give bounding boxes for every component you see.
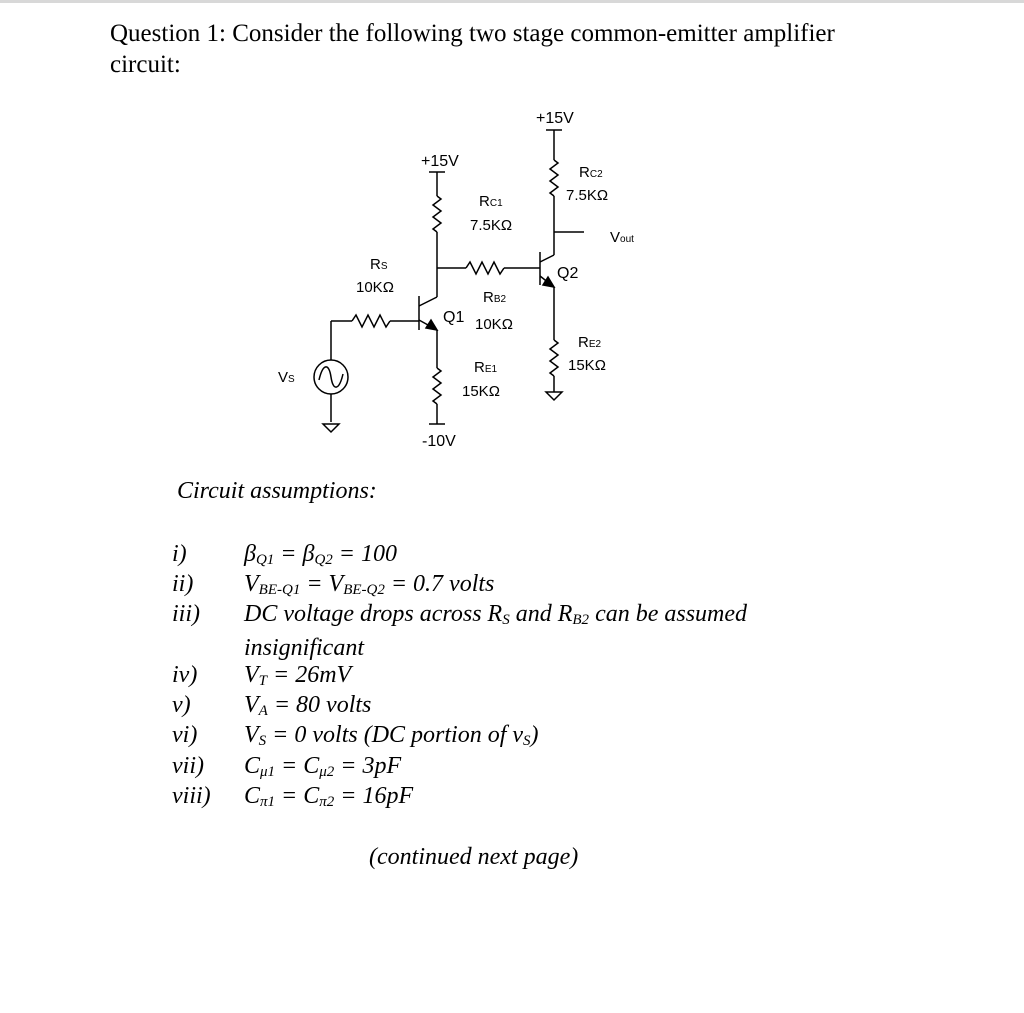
rb2-label: RB2 <box>483 289 507 306</box>
ac-wave-icon <box>319 367 343 387</box>
assumption-subscript: μ2 <box>319 764 335 780</box>
assumption-number: v) <box>172 692 191 718</box>
re1-label: RE1 <box>474 359 498 376</box>
assumption-text-part: = β <box>274 541 315 567</box>
assumption-number: vii) <box>172 753 204 779</box>
assumption-text-part: V <box>244 662 259 688</box>
re2-value: 15KΩ <box>568 357 606 374</box>
assumption-subscript: S <box>523 733 531 749</box>
assumption-subscript: S <box>502 612 510 628</box>
assumption-text-part: V <box>244 722 259 748</box>
q2-transistor <box>540 252 554 287</box>
assumption-text-part: β <box>244 541 256 567</box>
re2-resistor <box>550 340 558 376</box>
assumption-text-part: = 0.7 volts <box>384 571 495 597</box>
assumption-subscript: π1 <box>260 794 276 810</box>
assumption-text-part: and R <box>509 601 573 627</box>
assumption-text-part: C <box>244 753 261 779</box>
assumption-text <box>244 782 844 816</box>
assumption-number: iii) <box>172 601 200 627</box>
assumption-text-part: DC voltage drops across R <box>244 601 503 627</box>
neg-supply-label: -10V <box>422 433 456 450</box>
assumption-subscript: S <box>258 733 267 749</box>
assumption-text-part: = 80 volts <box>267 692 372 718</box>
rc2-value: 7.5KΩ <box>566 187 609 204</box>
assumption-text <box>244 691 844 725</box>
assumption-text <box>244 721 844 755</box>
q1-supply-label: +15V <box>421 153 459 170</box>
assumption-text-part: V <box>244 571 259 597</box>
vs-label: VS <box>278 369 295 386</box>
assumption-text <box>244 661 844 695</box>
q2-supply-rail <box>546 130 562 160</box>
assumption-text-part: = 0 volts (DC portion of v <box>266 722 524 748</box>
rc2-resistor <box>550 160 558 196</box>
assumption-number: ii) <box>172 571 194 597</box>
assumption-text-part: ) <box>530 722 539 748</box>
rs-label: RS <box>370 256 388 273</box>
rs-resistor <box>352 315 390 327</box>
assumption-subscript: A <box>258 703 268 719</box>
assumption-number: viii) <box>172 783 211 809</box>
amplifier-circuit-diagram <box>0 0 1024 470</box>
question-line-2: circuit: <box>110 51 181 78</box>
rb2-resistor <box>466 262 504 274</box>
rc2-label: RC2 <box>579 164 603 181</box>
q1-supply-rail <box>429 172 445 196</box>
q1-label: Q1 <box>443 309 465 326</box>
assumption-subscript: B2 <box>572 612 590 628</box>
assumption-text-part: = 100 <box>332 541 397 567</box>
assumption-text-part: = 16pF <box>334 783 414 809</box>
assumption-text-part: = 3pF <box>334 753 402 779</box>
assumption-text-part: = 26mV <box>267 662 352 688</box>
q1-transistor <box>419 296 437 330</box>
continued-note: (continued next page) <box>369 844 579 870</box>
assumption-text-part: V <box>244 692 259 718</box>
assumption-text-part: = C <box>275 783 320 809</box>
q2-label: Q2 <box>557 265 579 282</box>
assumption-text <box>244 540 844 574</box>
assumptions-heading: Circuit assumptions: <box>177 478 377 504</box>
assumption-text-part: = V <box>300 571 344 597</box>
re2-label: RE2 <box>578 334 602 351</box>
assumption-subscript: Q1 <box>255 552 275 568</box>
assumption-text-part: C <box>244 783 261 809</box>
question-line-1: Question 1: Consider the following two stage common-emitter amplifier <box>110 20 835 47</box>
assumption-number: vi) <box>172 722 198 748</box>
ground-icon <box>323 424 339 432</box>
assumption-text-part: can be assumed insignificant <box>244 601 748 661</box>
assumption-subscript: T <box>258 673 268 689</box>
assumption-subscript: BE-Q1 <box>258 582 301 598</box>
assumption-text-part: = C <box>275 753 320 779</box>
assumption-subscript: Q2 <box>314 552 333 568</box>
assumption-text <box>244 752 844 786</box>
rc1-resistor <box>433 196 441 232</box>
ground-icon <box>546 392 562 400</box>
assumption-number: iv) <box>172 662 198 688</box>
rb2-value: 10KΩ <box>475 316 513 333</box>
assumption-text <box>244 570 844 604</box>
rs-value: 10KΩ <box>356 279 394 296</box>
assumption-number: i) <box>172 541 187 567</box>
rc1-value: 7.5KΩ <box>470 217 513 234</box>
assumption-subscript: π2 <box>319 794 335 810</box>
assumption-subscript: BE-Q2 <box>343 582 385 598</box>
assumption-text <box>244 600 844 662</box>
q2-supply-label: +15V <box>536 110 574 127</box>
vout-label: Vout <box>610 229 634 246</box>
assumption-subscript: μ1 <box>260 764 276 780</box>
re1-resistor <box>433 368 441 404</box>
rc1-label: RC1 <box>479 193 503 210</box>
re1-value: 15KΩ <box>462 383 500 400</box>
